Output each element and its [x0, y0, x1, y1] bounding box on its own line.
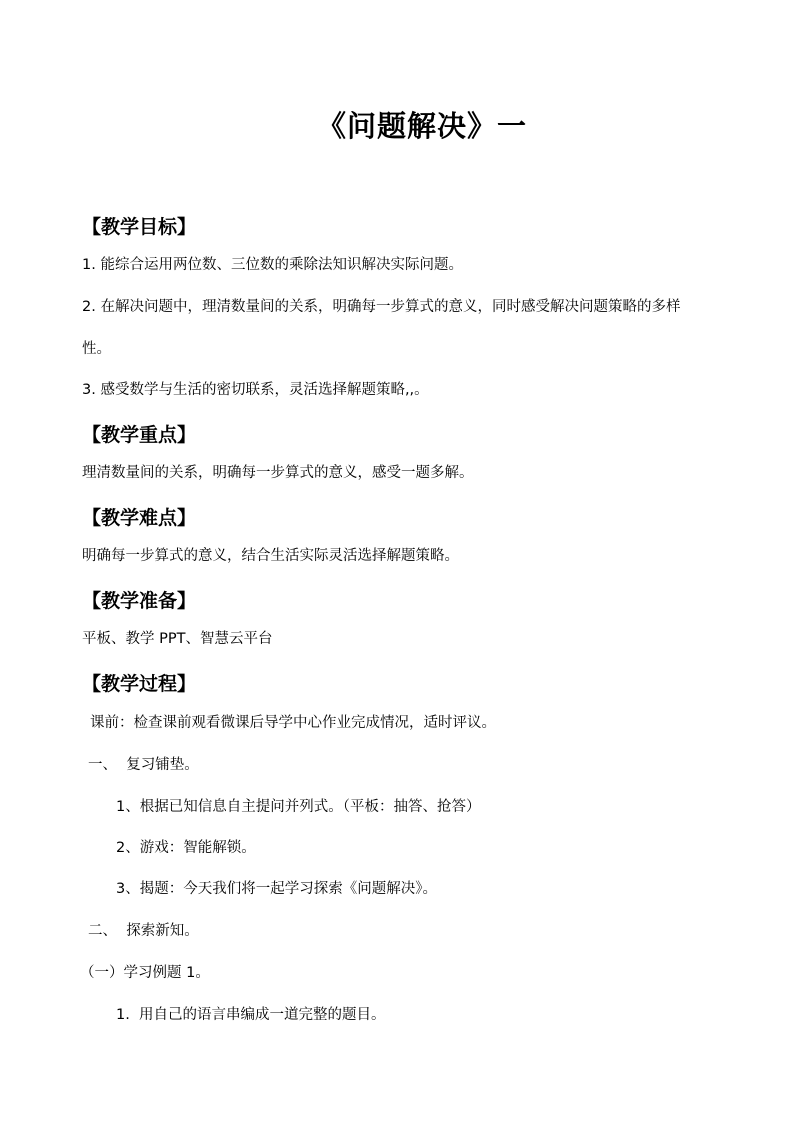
heading-key-points: 【教学重点】 — [82, 424, 197, 446]
part1-item-2: 2、游戏：智能解锁。 — [116, 840, 256, 856]
heading-preparation: 【教学准备】 — [82, 590, 197, 612]
part1-item-3: 3、揭题：今天我们将一起学习探索《问题解决》。 — [116, 881, 437, 897]
part1-item-1: 1、根据已知信息自主提问并列式。（平板：抽答、抢答） — [116, 799, 481, 815]
sub1-item-1: 1. 用自己的语言串编成一道完整的题目。 — [116, 1007, 386, 1023]
pre-class-text: 课前：检查课前观看微课后导学中心作业完成情况，适时评议。 — [90, 715, 496, 731]
difficulties-text: 明确每一步算式的意义，结合生活实际灵活选择解题策略。 — [82, 548, 459, 564]
part1-title: 一、 复习铺垫。 — [88, 757, 199, 773]
part2-title: 二、 探索新知。 — [88, 923, 199, 939]
objective-item-2-continued: 性。 — [82, 341, 111, 357]
document-title: 《问题解决》一 — [316, 109, 527, 143]
objective-item-3: 3. 感受数学与生活的密切联系，灵活选择解题策略,,。 — [82, 382, 429, 398]
preparation-text: 平板、教学 PPT、智慧云平台 — [82, 631, 273, 647]
heading-difficulties: 【教学难点】 — [82, 507, 197, 529]
sub1-title: （一）学习例题 1。 — [80, 965, 210, 981]
heading-process: 【教学过程】 — [82, 673, 197, 695]
key-points-text: 理清数量间的关系，明确每一步算式的意义，感受一题多解。 — [82, 465, 474, 481]
objective-item-2: 2. 在解决问题中，理清数量间的关系，明确每一步算式的意义，同时感受解决问题策略的多样 — [82, 299, 681, 315]
objective-item-1: 1. 能综合运用两位数、三位数的乘除法知识解决实际问题。 — [82, 257, 463, 273]
heading-objectives: 【教学目标】 — [82, 216, 197, 238]
